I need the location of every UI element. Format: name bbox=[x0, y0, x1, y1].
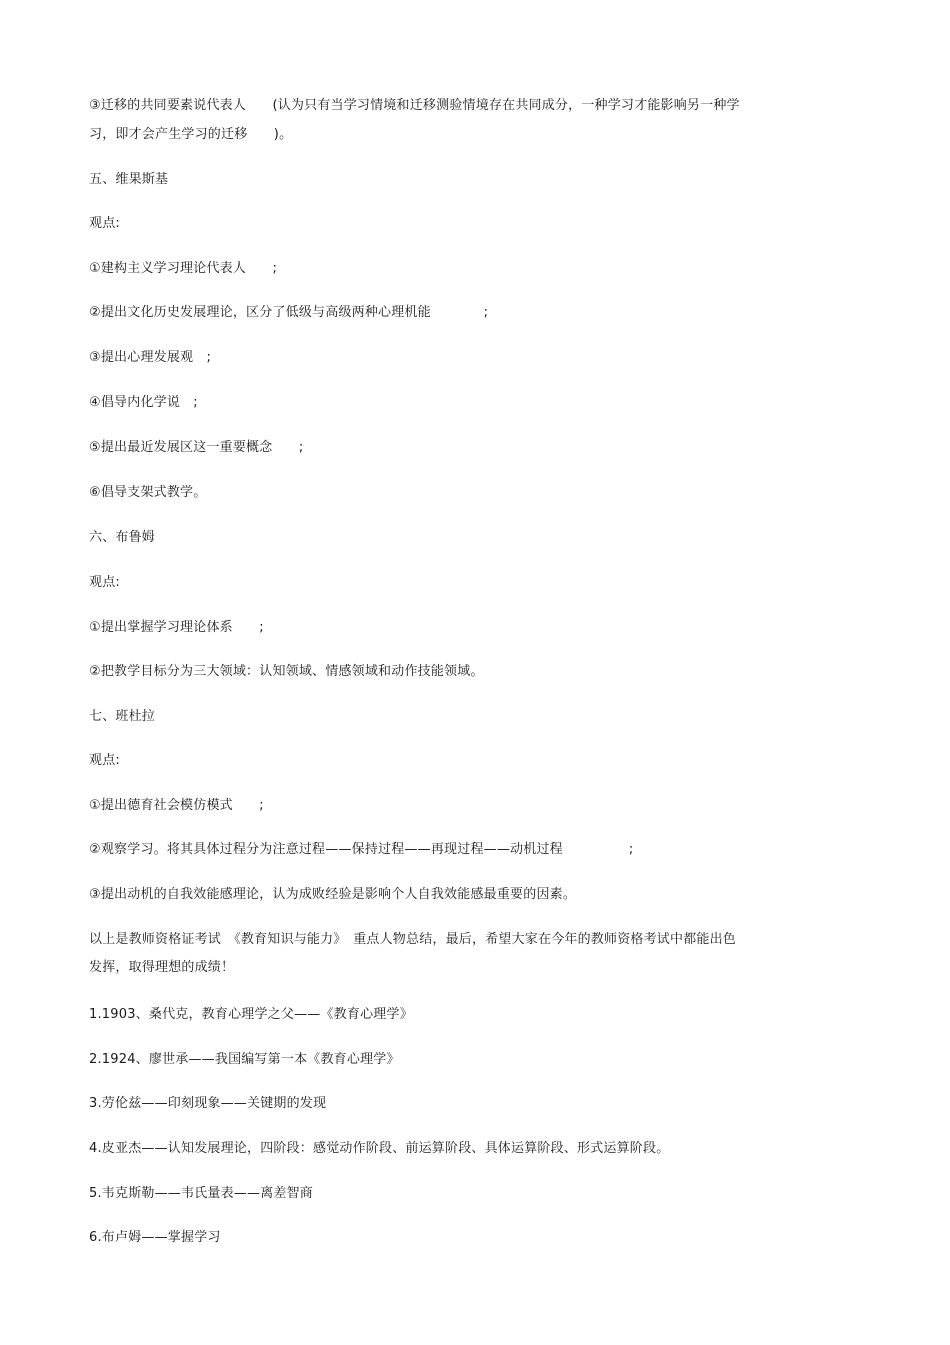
list-item: 2.1924、廖世承——我国编写第一本《教育心理学》 bbox=[89, 1052, 400, 1067]
list-item: 4.皮亚杰——认知发展理论，四阶段：感觉动作阶段、前运算阶段、具体运算阶段、形式运算阶段。 bbox=[89, 1141, 670, 1156]
list-item: 3.劳伦兹——印刻现象——关键期的发现 bbox=[89, 1096, 327, 1111]
text-line: 习，即才会产生学习的迁移 )。 bbox=[89, 127, 293, 142]
text-line: ③提出心理发展观 ; bbox=[89, 350, 212, 365]
section-heading: 七、班杜拉 bbox=[89, 709, 156, 724]
text-line: 以上是教师资格证考试 《教育知识与能力》 重点人物总结，最后，希望大家在今年的教师资格考试中都能出色 bbox=[89, 932, 737, 947]
text-line: ②把教学目标分为三大领域：认知领域、情感领域和动作技能领域。 bbox=[89, 664, 484, 679]
list-item: 1.1903、桑代克，教育心理学之父——《教育心理学》 bbox=[89, 1007, 413, 1022]
text-line: ⑥倡导支架式教学。 bbox=[89, 485, 207, 500]
text-line: 观点: bbox=[89, 575, 120, 590]
text-line: ①建构主义学习理论代表人 ; bbox=[89, 261, 278, 276]
text-line: ③迁移的共同要素说代表人 (认为只有当学习情境和迁移测验情境存在共同成分，一种学习才能影响另一种学 bbox=[89, 98, 740, 113]
text-line: ②提出文化历史发展理论，区分了低级与高级两种心理机能 ; bbox=[89, 305, 489, 320]
text-line: ⑤提出最近发展区这一重要概念 ; bbox=[89, 440, 304, 455]
list-item: 6.布卢姆——掌握学习 bbox=[89, 1230, 221, 1245]
text-line: 观点: bbox=[89, 753, 120, 768]
list-item: 5.韦克斯勒——韦氏量表——离差智商 bbox=[89, 1186, 314, 1201]
text-line: ②观察学习。将其具体过程分为注意过程——保持过程——再现过程——动机过程 ; bbox=[89, 842, 634, 857]
text-line: 观点: bbox=[89, 216, 120, 231]
text-line: 发挥，取得理想的成绩！ bbox=[89, 960, 235, 975]
text-line: ①提出德育社会模仿模式 ; bbox=[89, 798, 264, 813]
section-heading: 六、布鲁姆 bbox=[89, 530, 156, 545]
text-line: ③提出动机的自我效能感理论，认为成败经验是影响个人自我效能感最重要的因素。 bbox=[89, 887, 577, 902]
text-line: ①提出掌握学习理论体系 ; bbox=[89, 620, 264, 635]
text-line: ④倡导内化学说 ; bbox=[89, 395, 198, 410]
section-heading: 五、维果斯基 bbox=[89, 172, 169, 187]
